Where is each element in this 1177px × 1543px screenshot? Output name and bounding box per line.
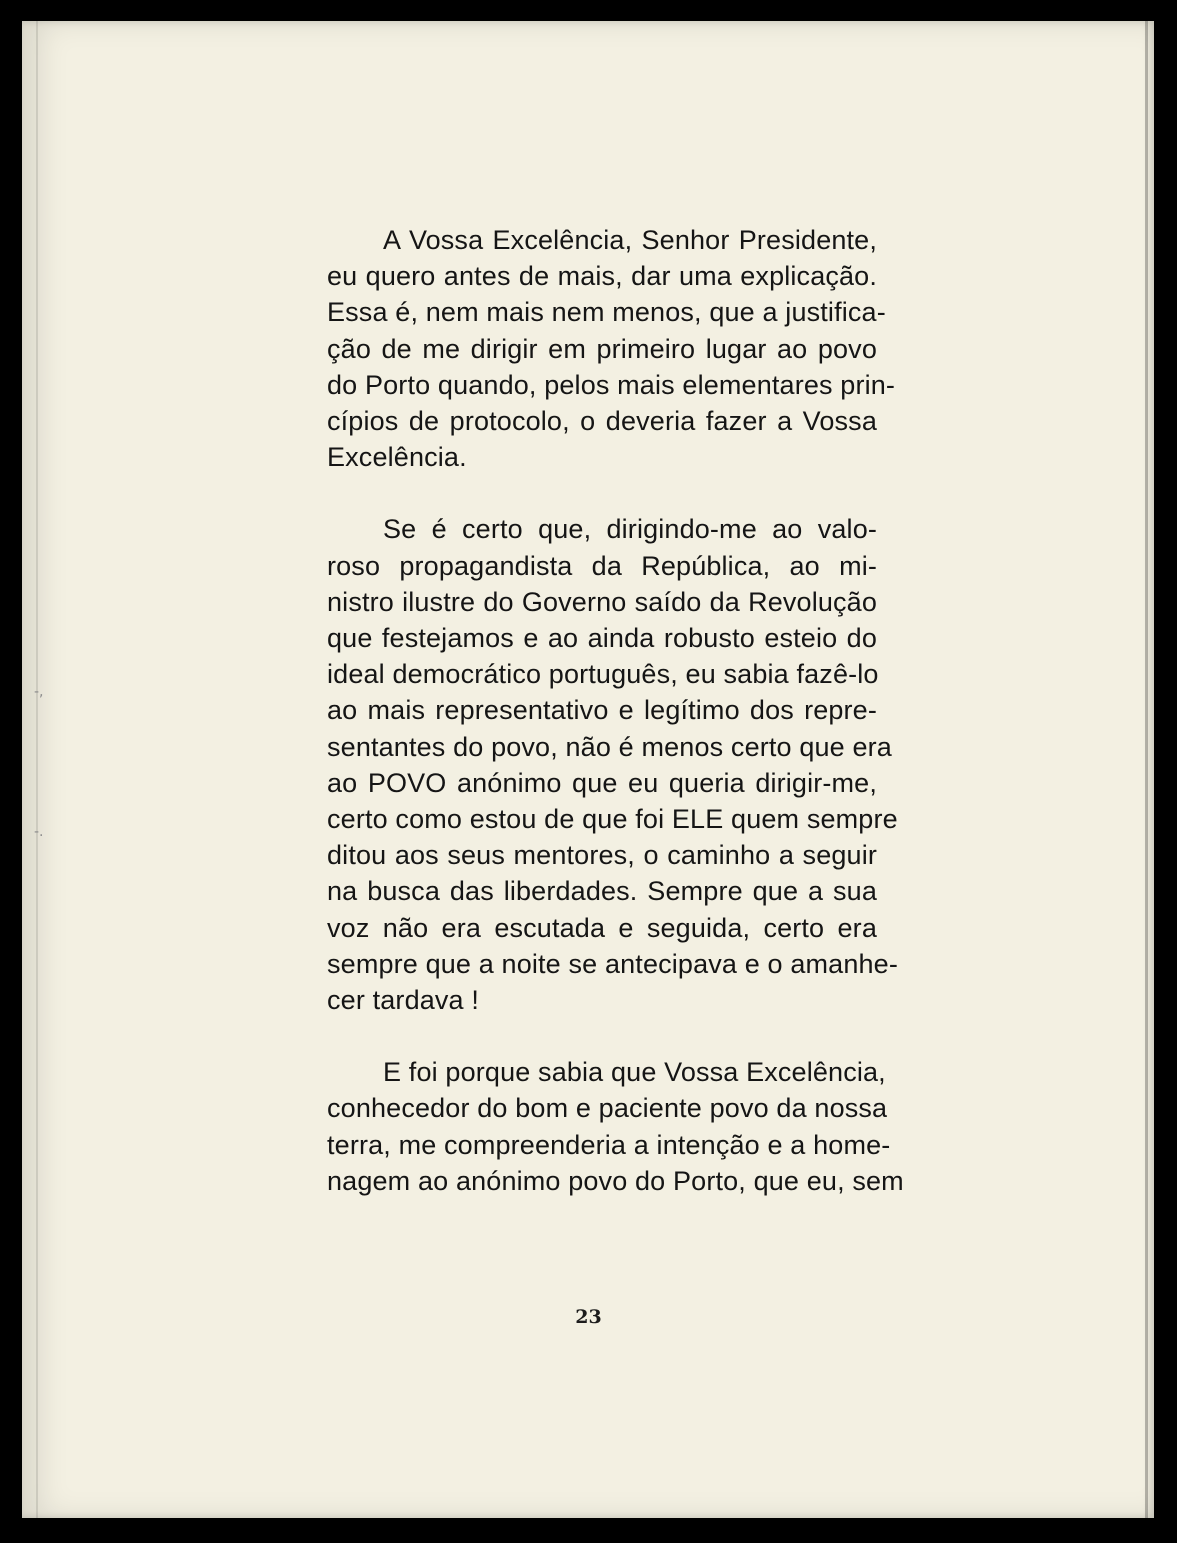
text-line: sempre que a noite se antecipava e o amanhe- (327, 948, 898, 979)
text-line: sentantes do povo, não é menos certo que era (327, 731, 892, 762)
paragraph-3 (271, 1054, 904, 1199)
margin-mark: -, (34, 684, 44, 700)
text-line: ção de me dirigir em primeiro lugar ao povo (327, 333, 877, 364)
text-line: ao POVO anónimo que eu queria dirigir-me, (327, 767, 877, 798)
text-line: terra, me compreenderia a intenção e a home- (327, 1129, 891, 1160)
text-line: na busca das liberdades. Sempre que a sua (327, 876, 877, 907)
text-line: conhecedor do bom e paciente povo da nossa (327, 1093, 888, 1124)
page-edge (1145, 21, 1148, 1518)
text-line: Excelência. (327, 442, 467, 473)
text-line: roso propagandista da República, ao mi- (327, 550, 877, 581)
text-line: ideal democrático português, eu sabia fazê-lo (327, 659, 879, 690)
text-line: cípios de protocolo, o deveria fazer a Vossa (327, 406, 877, 437)
text-line: Se é certo que, dirigindo-me ao valo- (383, 514, 877, 545)
text-line: E foi porque sabia que Vossa Excelência, (383, 1057, 886, 1088)
text-line: eu quero antes de mais, dar uma explicação. (327, 261, 877, 292)
text-line: ditou aos seus mentores, o caminho a seguir (327, 840, 877, 871)
text-line: certo como estou de que foi ELE quem sempre (327, 804, 898, 835)
body-text (271, 222, 904, 1235)
margin-mark: -. (34, 824, 44, 840)
paragraph-2 (271, 511, 898, 1018)
text-line: A Vossa Excelência, Senhor Presidente, (383, 225, 877, 255)
text-line: Essa é, nem mais nem menos, que a justifica- (327, 297, 886, 328)
paragraph-1 (271, 222, 896, 475)
text-line: do Porto quando, pelos mais elementares prin- (327, 369, 896, 400)
page-number: 23 (575, 1306, 602, 1328)
gutter-edge (36, 21, 38, 1518)
text-line: ao mais representativo e legítimo dos repre- (327, 695, 877, 726)
text-line: nagem ao anónimo povo do Porto, que eu, sem (327, 1165, 904, 1196)
text-line: voz não era escutada e seguida, certo era (327, 912, 877, 943)
text-line: nistro ilustre do Governo saído da Revolução (327, 586, 877, 617)
text-line: cer tardava ! (327, 985, 480, 1016)
text-line: que festejamos e ao ainda robusto esteio do (327, 623, 877, 654)
